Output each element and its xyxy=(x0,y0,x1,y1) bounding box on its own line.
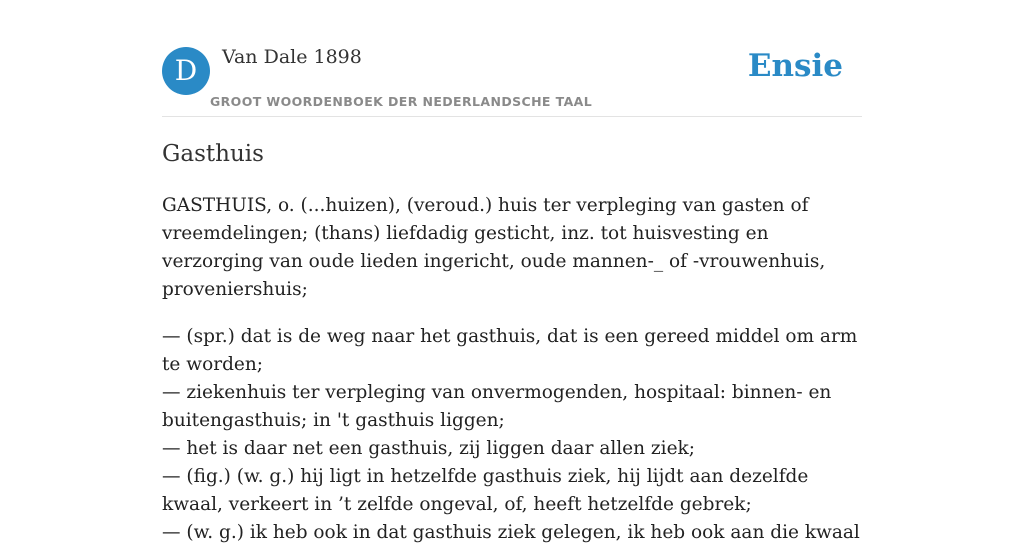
sense-item: — ziekenhuis ter verpleging van onvermogenden, hospitaal: binnen- en buitengasthuis; in 't gasthuis liggen; xyxy=(162,382,832,431)
brand-logo[interactable]: Ensie xyxy=(747,48,843,84)
entry-definition: GASTHUIS, o. (...huizen), (veroud.) huis ter verpleging van gasten of vreemdelingen; (thans) liefdadig gesticht, inz. tot huisvesting en verzorging van oude lieden ingericht, oude mannen-_ of -vrouwenhuis, proveniershuis; xyxy=(162,195,826,300)
sense-item: — (fig.) (w. g.) hij ligt in hetzelfde gasthuis ziek, hij lijdt aan dezelfde kwaal, verkeert in ’t zelfde ongeval, of, heeft hetzelfde gebrek; xyxy=(162,466,809,515)
entry-content xyxy=(162,138,862,547)
source-header xyxy=(162,40,862,117)
source-subtitle: GROOT WOORDENBOEK DER NEDERLANDSCHE TAAL xyxy=(210,94,593,109)
sense-item: — (spr.) dat is de weg naar het gasthuis, dat is een gereed middel om arm te worden; xyxy=(162,326,858,375)
source-title[interactable]: Van Dale 1898 xyxy=(222,46,362,68)
entry-title: Gasthuis xyxy=(162,141,264,167)
sense-item: — het is daar net een gasthuis, zij liggen daar allen ziek; xyxy=(162,438,695,459)
source-logo[interactable]: D xyxy=(162,47,210,95)
sense-item: — (w. g.) ik heb ook in dat gasthuis ziek gelegen, ik heb ook aan die kwaal xyxy=(162,522,860,543)
sense-list xyxy=(162,323,862,547)
